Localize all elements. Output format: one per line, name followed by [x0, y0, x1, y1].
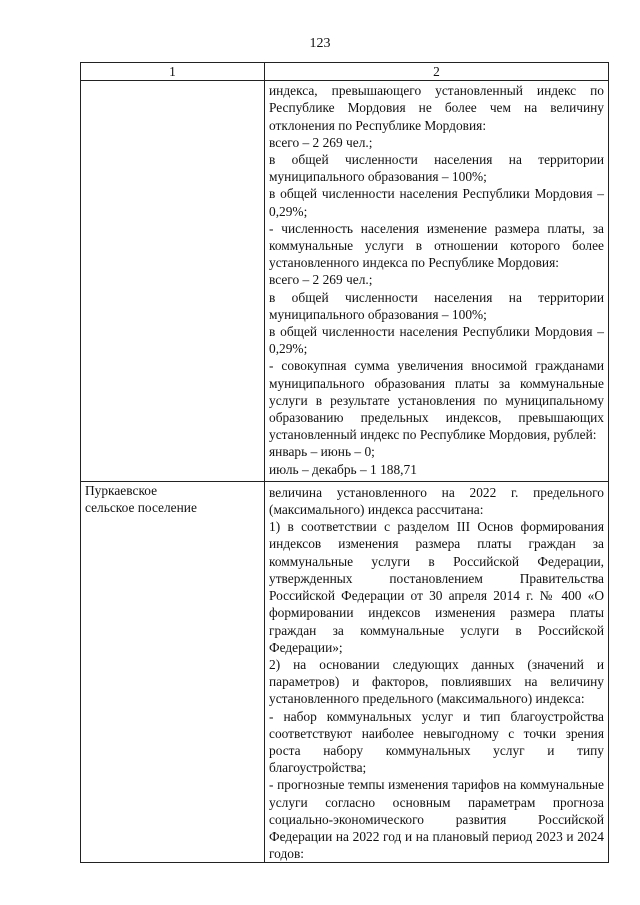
description-cell — [265, 481, 609, 862]
paragraph: индекса, превышающего установленный индекс по Республике Мордовия не более чем на величину отклонения по Республике Мордовия: — [269, 83, 604, 133]
description-cell — [265, 81, 609, 482]
municipality-cell-empty — [81, 81, 265, 482]
paragraph: - набор коммунальных услуг и тип благоустройства соответствуют наиболее невыгодному с точки зрения роста набору коммунальных услуг и типу благоустройства; — [269, 708, 604, 776]
municipality-name: Пуркаевское — [85, 482, 158, 498]
table-row — [81, 81, 609, 482]
paragraph: 1) в соответствии с разделом III Основ формирования индексов изменения размера платы граждан за коммунальные услуги в Российской Федерации, утвержденных постановлением Правительства Российской Федерации от 30 апреля 2014 г. № 400 «О формировании индексов изменения размера платы граждан за коммунальные услуги в Российской Федерации»; — [269, 519, 604, 655]
paragraph: всего – 2 269 чел.; — [269, 134, 373, 150]
paragraph: величина установленного на 2022 г. предельного (максимального) индекса рассчитана: — [269, 484, 604, 518]
paragraph: в общей численности населения на территории муниципального образования – 100%; — [269, 152, 604, 185]
header-col-2: 2 — [265, 63, 609, 81]
table-header-row — [81, 63, 609, 81]
data-table — [80, 62, 609, 863]
municipality-cell — [81, 481, 265, 862]
paragraph: в общей численности населения Республики Мордовия – 0,29%; — [269, 324, 604, 357]
page-number: 123 — [309, 36, 331, 51]
paragraph: всего – 2 269 чел.; — [269, 272, 373, 288]
municipality-type: сельское поселение — [85, 500, 197, 516]
paragraph: январь – июнь – 0; — [269, 444, 375, 460]
paragraph: - совокупная сумма увеличения вносимой гражданами муниципального образования платы за коммунальные услуги в результате установления по муниципальному образованию предельных индексов, превышающих установленный индекс по Республике Мордовия, рублей: — [269, 358, 604, 443]
table-row — [81, 481, 609, 862]
header-col-1: 1 — [81, 63, 265, 81]
paragraph: 2) на основании следующих данных (значений и параметров) и факторов, повлиявших на величину установленного предельного (максимального) индекса: — [269, 656, 604, 707]
paragraph: - численность населения изменение размера платы, за коммунальные услуги в отношении которого более установленного индекса по Республике Мордовия: — [269, 220, 604, 271]
paragraph: в общей численности населения на территории муниципального образования – 100%; — [269, 289, 604, 322]
paragraph: июль – декабрь – 1 188,71 — [269, 461, 417, 477]
paragraph: в общей численности населения Республики Мордовия – 0,29%; — [269, 186, 604, 219]
paragraph: - прогнозные темпы изменения тарифов на коммунальные услуги согласно основным параметрам прогноза социально-экономического развития Российской Федерации на 2022 год и на плановый период 2023 и 2024 годов: — [269, 777, 604, 862]
